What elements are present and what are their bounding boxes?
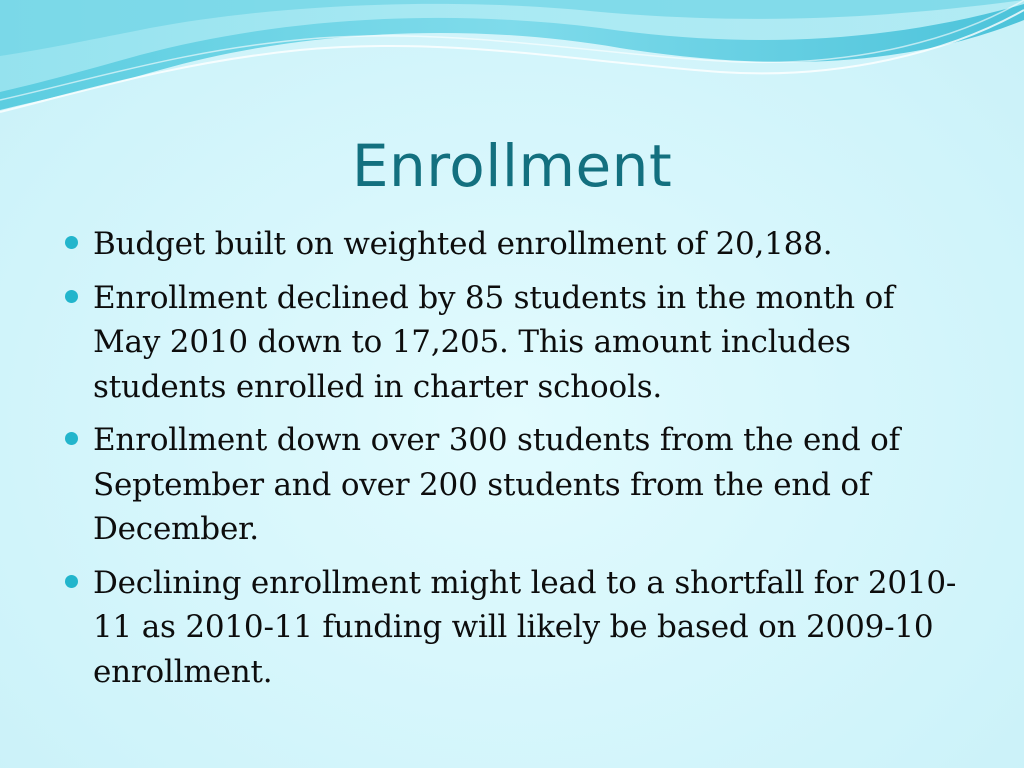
bullet-text: Budget built on weighted enrollment of 20,188. [93,226,833,262]
bullet-item [60,222,960,267]
bullet-item [60,418,960,552]
bullet-item [60,561,960,695]
bullet-list [60,222,960,703]
bullet-text: Declining enrollment might lead to a shortfall for 2010-11 as 2010-11 funding will likely be based on 2009-10 enrollment. [93,564,957,690]
bullet-dot-icon [65,236,78,249]
header-wave-decoration [0,0,1024,130]
bullet-item [60,276,960,410]
slide-title: Enrollment [351,132,673,200]
bullet-text: Enrollment down over 300 students from the end of September and over 200 students from the end of December. [93,422,900,547]
bullet-text: Enrollment declined by 85 students in the month of May 2010 down to 17,205. This amount includes students enrolled in charter schools. [93,279,895,405]
bullet-dot-icon [65,432,78,445]
bullet-dot-icon [65,575,78,588]
bullet-dot-icon [65,290,78,303]
